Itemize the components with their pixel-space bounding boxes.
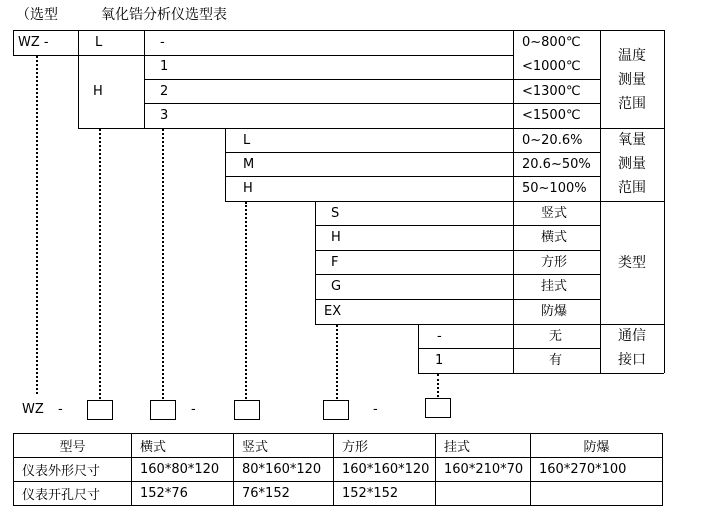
type-name: 防爆: [541, 304, 568, 319]
category-oxygen-label: 氧量 测量 范围: [618, 132, 646, 196]
type-name: 竖式: [541, 206, 568, 221]
code-box-comm: [425, 398, 451, 418]
temp-range-value: 0~800℃: [522, 35, 581, 50]
type-option: S: [331, 206, 340, 221]
divider: [225, 201, 664, 202]
category-type-label: 类型: [618, 255, 646, 271]
temp-range-value: <1500℃: [522, 108, 581, 123]
divider: [13, 30, 664, 31]
connector-line: [245, 202, 247, 399]
oxygen-range-value: 0~20.6%: [522, 133, 583, 148]
category-comm-label: 通信 接口: [618, 328, 646, 368]
divider: [418, 348, 600, 349]
comm-option: -: [437, 329, 442, 344]
divider: [225, 128, 226, 201]
table-cell: 76*152: [234, 482, 334, 506]
code-box-temp-sub: [150, 400, 176, 420]
table-cell: 160*80*120: [132, 458, 234, 482]
divider: [225, 176, 600, 177]
connector-line: [162, 129, 164, 399]
model-prefix: WZ: [22, 402, 44, 417]
table-header-cell: 防爆: [531, 434, 663, 458]
type-option: F: [331, 255, 339, 270]
divider: [144, 103, 600, 104]
temp-sub-code: 2: [160, 84, 169, 99]
temp-sub-code: 3: [160, 108, 169, 123]
type-option: EX: [324, 304, 342, 319]
table-cell: 仪表外形尺寸: [14, 458, 132, 482]
model-dash: -: [373, 402, 378, 417]
type-name: 挂式: [541, 279, 568, 294]
oxygen-option: L: [243, 133, 251, 148]
model-code: WZ -: [18, 35, 49, 50]
dimension-table: [13, 433, 663, 506]
table-cell: 80*160*120: [234, 458, 334, 482]
table-row: [14, 458, 663, 482]
divider: [315, 274, 600, 275]
connector-line: [336, 325, 338, 399]
table-cell: [436, 482, 531, 506]
temp-sub-code: -: [160, 35, 165, 50]
table-cell: [531, 482, 663, 506]
divider: [315, 299, 600, 300]
category-temp-label: 温度 测量 范围: [618, 48, 646, 112]
table-cell: 160*160*120: [334, 458, 436, 482]
oxygen-range-value: 20.6~50%: [522, 157, 591, 172]
type-option: G: [331, 279, 342, 294]
temp-option-h: H: [93, 84, 103, 99]
oxygen-option: M: [243, 157, 255, 172]
table-cell: 160*210*70: [436, 458, 531, 482]
oxygen-range-value: 50~100%: [522, 181, 587, 196]
table-cell: 152*152: [334, 482, 436, 506]
code-box-temp: [87, 400, 113, 420]
table-header-row: [14, 434, 663, 458]
divider: [315, 201, 316, 324]
comm-name: 有: [549, 353, 563, 368]
divider: [315, 324, 664, 325]
temp-option-l: L: [95, 35, 103, 50]
divider: [664, 30, 665, 373]
type-name: 横式: [541, 230, 568, 245]
table-cell: 160*270*100: [531, 458, 663, 482]
table-header-cell: 型号: [14, 434, 132, 458]
temp-sub-code: 1: [160, 59, 169, 74]
connector-line: [437, 374, 439, 397]
connector-line: [36, 56, 38, 394]
model-dash: -: [191, 402, 196, 417]
model-dash: -: [58, 402, 63, 417]
divider: [13, 55, 513, 56]
type-option: H: [331, 230, 341, 245]
comm-option: 1: [435, 353, 444, 368]
table-header-cell: 横式: [132, 434, 234, 458]
table-header-cell: 方形: [334, 434, 436, 458]
table-cell: 仪表开孔尺寸: [14, 482, 132, 506]
table-cell: 152*76: [132, 482, 234, 506]
page-title: 氧化锆分析仪选型表: [101, 7, 227, 23]
divider: [78, 128, 664, 129]
divider: [78, 30, 79, 128]
type-name: 方形: [541, 255, 568, 270]
divider: [144, 79, 600, 80]
temp-range-value: <1000℃: [522, 59, 581, 74]
table-header-cell: 竖式: [234, 434, 334, 458]
table-header-cell: 挂式: [436, 434, 531, 458]
header-prefix: （选型: [16, 7, 58, 23]
divider: [315, 225, 600, 226]
oxygen-option: H: [243, 181, 253, 196]
comm-name: 无: [549, 329, 563, 344]
table-row: [14, 482, 663, 506]
code-box-type: [323, 400, 349, 420]
divider: [418, 373, 664, 374]
temp-range-value: <1300℃: [522, 84, 581, 99]
divider: [315, 250, 600, 251]
code-box-oxygen: [234, 400, 260, 420]
divider: [13, 30, 14, 55]
connector-line: [99, 129, 101, 399]
divider: [225, 152, 600, 153]
